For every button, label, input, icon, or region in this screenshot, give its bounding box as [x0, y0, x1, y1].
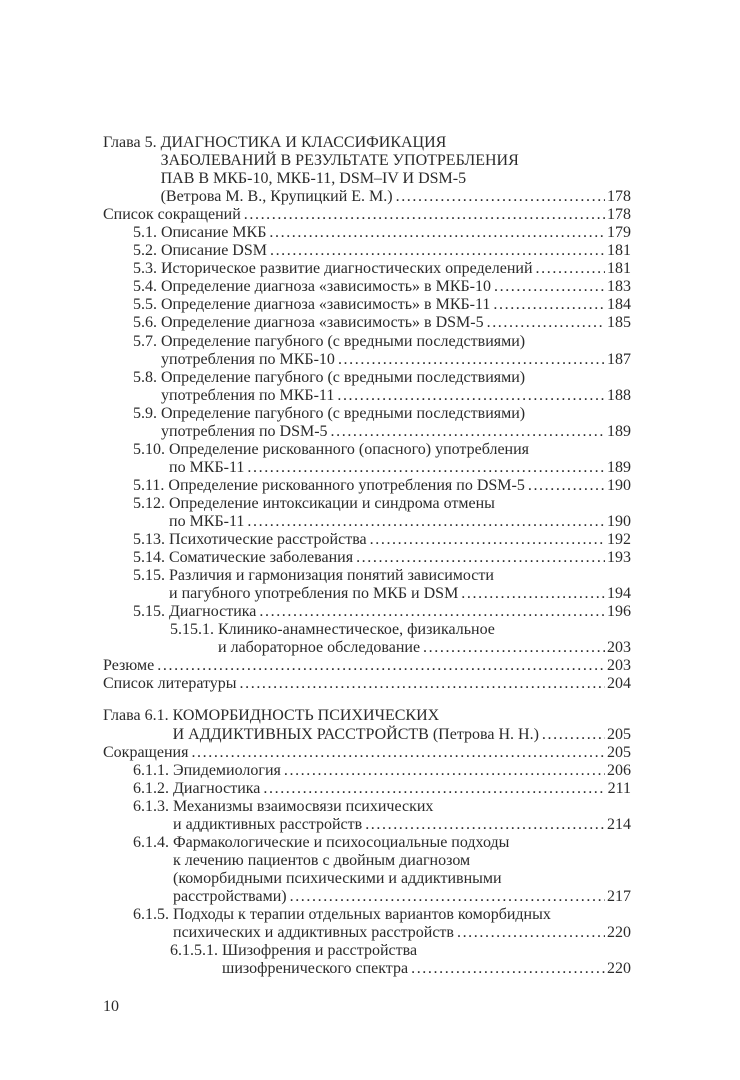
entry-page: 193 [607, 549, 631, 567]
entry-title: Описание МКБ [161, 224, 267, 242]
entry-title: Различия и гармонизация понятий зависимости [169, 567, 494, 585]
toc-entry-line [133, 242, 631, 260]
entry-number: 6.1.1. [133, 761, 173, 779]
entry-page: 204 [607, 675, 631, 693]
entry-page: 220 [607, 924, 631, 942]
entry-title: Определение интоксикации и синдрома отмены [169, 494, 495, 512]
toc-entry-line [133, 816, 631, 834]
toc-entry-line [133, 924, 631, 942]
toc-entry[interactable] [133, 834, 631, 906]
dot-leader [157, 657, 605, 675]
entry-title: Определение пагубного (с вредными последствиями) [161, 404, 526, 422]
entry-page: 196 [607, 603, 631, 621]
toc-entry[interactable] [133, 603, 631, 621]
toc-entry[interactable] [103, 744, 631, 762]
entry-title: психических и аддиктивных расстройств [173, 924, 454, 942]
entry-title: Определение диагноза «зависимость» в МКБ-11 [161, 296, 491, 314]
toc-entry-line [133, 260, 631, 278]
toc-entry-line [170, 639, 631, 657]
toc-entry-line [133, 495, 631, 513]
toc-entry[interactable] [133, 242, 631, 260]
dot-leader [338, 351, 605, 369]
toc-entry-line [133, 798, 631, 816]
entry-page: 203 [607, 639, 631, 657]
toc-entry-line [133, 549, 631, 567]
entry-title: Психотические расстройства [169, 531, 367, 549]
toc-entry-line [133, 762, 631, 780]
entry-title: Эпидемиология [173, 761, 281, 779]
entry-page: 178 [607, 188, 631, 206]
dot-leader [536, 260, 605, 278]
toc-entry[interactable] [103, 134, 631, 206]
toc-entry[interactable] [103, 675, 631, 693]
entry-page: 217 [607, 887, 631, 905]
toc-entry[interactable] [133, 333, 631, 369]
toc-entry[interactable] [133, 906, 631, 942]
entry-page: 183 [607, 278, 631, 296]
entry-title: Соматические заболевания [169, 549, 354, 567]
entry-page: 203 [607, 657, 631, 675]
entry-number: 6.1.2. [133, 779, 173, 797]
toc-entry-line [133, 224, 631, 242]
entry-page: 192 [607, 531, 631, 549]
dot-leader [396, 188, 605, 206]
toc-entry-line [133, 387, 631, 405]
toc-entry[interactable] [133, 278, 631, 296]
toc-entry[interactable] [133, 441, 631, 477]
dot-leader [365, 816, 605, 834]
dot-leader [423, 639, 605, 657]
entry-title: расстройствами) [173, 887, 287, 905]
toc-entry[interactable] [133, 477, 631, 495]
toc-entry-line [133, 441, 631, 459]
entry-number: 5.6. [133, 314, 161, 332]
entry-page: 190 [607, 476, 631, 494]
entry-number: 5.10. [133, 440, 169, 458]
entry-page: 189 [607, 422, 631, 440]
dot-leader [259, 603, 605, 621]
toc-entry-line [133, 351, 631, 369]
entry-title: Шизофрения и расстройства [222, 942, 418, 960]
dot-leader [494, 278, 605, 296]
toc-entry-line [133, 906, 631, 924]
entry-title: Описание DSM [161, 242, 267, 260]
toc-entry[interactable] [170, 621, 631, 657]
entry-page: 178 [607, 206, 631, 224]
entry-title: Сокращения [103, 743, 189, 761]
entry-page: 187 [607, 350, 631, 368]
toc-entry[interactable] [103, 657, 631, 675]
dot-leader [240, 675, 605, 693]
dot-leader [487, 314, 605, 332]
entry-page: 181 [607, 260, 631, 278]
toc-entry-line [170, 942, 631, 960]
entry-number: 5.7. [133, 332, 161, 350]
entry-page: 181 [607, 242, 631, 260]
toc-entry-line [133, 296, 631, 314]
toc-entry[interactable] [133, 567, 631, 603]
toc-entry-line [133, 870, 631, 888]
entry-page: 185 [607, 314, 631, 332]
toc-entry-line [103, 675, 631, 693]
toc-entry[interactable] [133, 549, 631, 567]
entry-title: Определение диагноза «зависимость» в МКБ-10 [161, 278, 491, 296]
entry-title: и пагубного употребления по МКБ и DSM [169, 585, 459, 603]
toc-entry-line [133, 780, 631, 798]
dot-leader [290, 888, 605, 906]
entry-number: 5.15. [133, 567, 169, 585]
entry-title: (Ветрова М. В., Крупицкий Е. М.) [160, 188, 393, 206]
entry-title: Определение пагубного (с вредными последствиями) [161, 368, 526, 386]
dot-leader [191, 744, 605, 762]
toc-entry[interactable] [133, 780, 631, 798]
entry-title: Фармакологические и психосоциальные подходы [173, 833, 510, 851]
entry-number: 6.1.5.1. [170, 942, 222, 960]
toc-entry-line [133, 888, 631, 906]
entry-title: ПАВ В МКБ-10, МКБ-11, DSM–IV И DSM-5 [160, 170, 467, 188]
dot-leader [461, 585, 605, 603]
toc-entry-line [133, 405, 631, 423]
toc-entry[interactable] [133, 798, 631, 834]
entry-page: 188 [607, 386, 631, 404]
entry-number: 5.15. [133, 603, 169, 621]
toc-entry-line [133, 567, 631, 585]
entry-number: 5.5. [133, 296, 161, 314]
entry-page: 205 [607, 743, 631, 761]
entry-number: 5.1. [133, 224, 161, 242]
toc-entry-line [103, 188, 631, 206]
toc-section [103, 707, 631, 978]
toc-entry-line [133, 585, 631, 603]
toc-entry-line [103, 152, 631, 170]
toc-entry-line [133, 513, 631, 531]
entry-title: к лечению пациентов с двойным диагнозом [173, 851, 471, 869]
entry-page: 189 [607, 458, 631, 476]
dot-leader [284, 762, 605, 780]
dot-leader [356, 549, 605, 567]
dot-leader [411, 960, 605, 978]
entry-number: 5.3. [133, 260, 161, 278]
entry-title: по МКБ-11 [169, 512, 245, 530]
entry-title: ДИАГНОСТИКА И КЛАССИФИКАЦИЯ [160, 134, 447, 151]
entry-title: Диагностика [173, 779, 261, 797]
dot-leader [493, 296, 605, 314]
entry-title: Определение рискованного употребления по DSM-5 [168, 476, 525, 494]
entry-title: Определение диагноза «зависимость» в DSM-5 [161, 314, 484, 332]
entry-title: Механизмы взаимосвязи психических [173, 797, 434, 815]
entry-number: 5.2. [133, 242, 161, 260]
toc-entry-line [170, 621, 631, 639]
toc-section [103, 134, 631, 693]
entry-title: употребления по МКБ-11 [161, 386, 335, 404]
entry-title: Определение рискованного (опасного) употребления [169, 440, 530, 458]
dot-leader [528, 477, 605, 495]
toc-entry-line [103, 206, 631, 224]
entry-title: употребления по МКБ-10 [161, 350, 335, 368]
toc-entry-line [133, 314, 631, 332]
entry-title: употребления по DSM-5 [161, 422, 328, 440]
entry-number: 5.14. [133, 549, 169, 567]
toc-entry-line [103, 170, 631, 188]
entry-number: 5.12. [133, 494, 169, 512]
toc-entry-line [133, 333, 631, 351]
entry-page: 190 [607, 512, 631, 530]
toc-entry-line [133, 423, 631, 441]
toc-entry[interactable] [170, 942, 631, 978]
entry-page: 220 [607, 960, 631, 978]
entry-page: 179 [607, 224, 631, 242]
toc-entry-line [133, 459, 631, 477]
toc-entry[interactable] [133, 314, 631, 332]
toc-entry[interactable] [133, 296, 631, 314]
entry-title: Клинико-анамнестическое, физикальное [218, 621, 495, 639]
entry-number: 5.8. [133, 368, 161, 386]
entry-number: 6.1.5. [133, 905, 173, 923]
toc-entry[interactable] [103, 707, 631, 743]
entry-title: и аддиктивных расстройств [173, 815, 363, 833]
dot-leader [270, 242, 605, 260]
dot-leader [337, 387, 605, 405]
entry-number: 5.15.1. [170, 621, 218, 639]
entry-title: Диагностика [169, 603, 257, 621]
toc-entry[interactable] [133, 260, 631, 278]
dot-leader [247, 459, 605, 477]
toc-entry-line [103, 657, 631, 675]
toc-entry-line [170, 960, 631, 978]
entry-page: 194 [607, 585, 631, 603]
entry-title: Список литературы [103, 675, 237, 693]
dot-leader [263, 780, 605, 798]
entry-title: по МКБ-11 [169, 458, 245, 476]
entry-page: 211 [607, 779, 631, 797]
toc-entry-line [103, 744, 631, 762]
toc-entry-line [133, 852, 631, 870]
entry-page: 184 [607, 296, 631, 314]
section-gap [103, 693, 631, 707]
entry-number: 5.11. [133, 476, 169, 494]
table-of-contents [103, 134, 631, 978]
toc-entry-line [103, 134, 631, 152]
entry-title: ЗАБОЛЕВАНИЙ В РЕЗУЛЬТАТЕ УПОТРЕБЛЕНИЯ [160, 152, 519, 170]
toc-entry-line [133, 531, 631, 549]
entry-title: Список сокращений [103, 206, 241, 224]
entry-number: 5.4. [133, 278, 161, 296]
entry-page: 214 [607, 815, 631, 833]
dot-leader [331, 423, 605, 441]
entry-title: (коморбидными психическими и аддиктивными [173, 869, 502, 887]
toc-entry-line [133, 603, 631, 621]
dot-leader [247, 513, 605, 531]
page-number: 10 [103, 998, 119, 1015]
entry-page: 206 [607, 761, 631, 779]
entry-title: и лабораторное обследование [218, 639, 421, 657]
entry-title: Историческое развитие диагностических определений [161, 260, 533, 278]
toc-entry-line [133, 369, 631, 387]
entry-title: Резюме [103, 657, 155, 675]
dot-leader [542, 726, 605, 744]
entry-title: И АДДИКТИВНЫХ РАССТРОЙСТВ (Петрова Н. Н.) [172, 725, 539, 743]
toc-entry[interactable] [103, 206, 631, 224]
toc-entry[interactable] [133, 495, 631, 531]
dot-leader [269, 224, 605, 242]
entry-number: 5.9. [133, 404, 161, 422]
toc-entry-line [133, 834, 631, 852]
toc-entry-line [133, 278, 631, 296]
toc-entry-line [133, 477, 631, 495]
entry-title: Определение пагубного (с вредными последствиями) [161, 332, 526, 350]
toc-entry[interactable] [133, 224, 631, 242]
dot-leader [370, 531, 605, 549]
entry-number: 6.1.4. [133, 833, 173, 851]
entry-number: 6.1.3. [133, 797, 173, 815]
entry-number: 5.13. [133, 531, 169, 549]
entry-title: Подходы к терапии отдельных вариантов коморбидных [173, 905, 551, 923]
toc-entry-line [103, 726, 631, 744]
entry-page: 205 [607, 725, 631, 743]
toc-entry[interactable] [133, 369, 631, 405]
entry-number: Глава 6.1. [103, 707, 173, 725]
entry-title: КОМОРБИДНОСТЬ ПСИХИЧЕСКИХ [172, 707, 440, 725]
dot-leader [244, 206, 605, 224]
toc-entry[interactable] [133, 405, 631, 441]
entry-number: Глава 5. [103, 134, 161, 151]
entry-title: шизофренического спектра [222, 960, 409, 978]
toc-entry[interactable] [133, 531, 631, 549]
toc-entry[interactable] [133, 762, 631, 780]
dot-leader [457, 924, 605, 942]
toc-entry-line [103, 707, 631, 725]
